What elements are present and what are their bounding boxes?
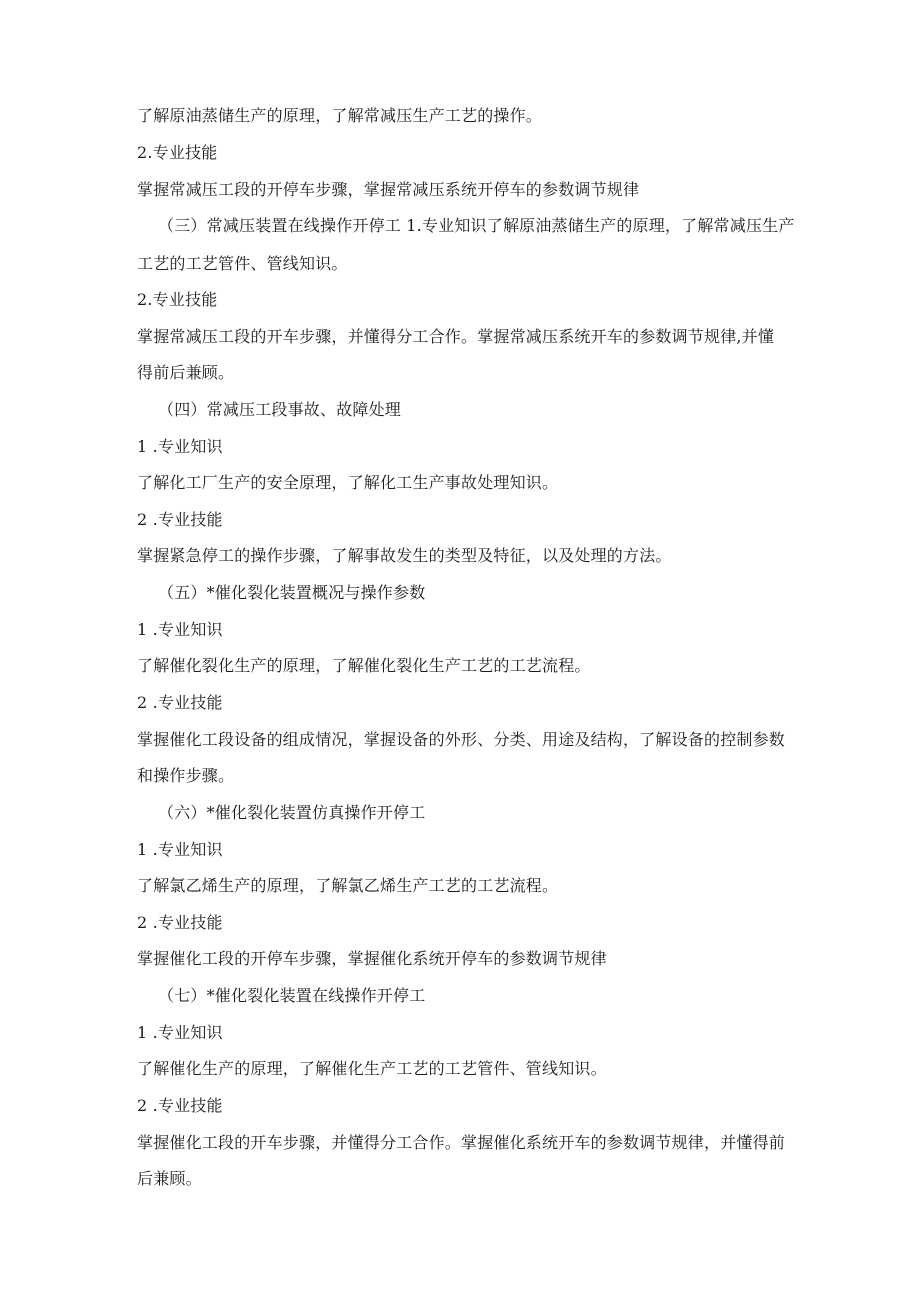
item-heading: 2 .专业技能 — [137, 913, 223, 932]
item-heading: 1 .专业知识 — [137, 437, 223, 456]
item-heading: 1 .专业知识 — [137, 620, 223, 639]
paragraph-line: 了解氯乙烯生产的原理，了解氯乙烯生产工艺的工艺流程。 — [137, 876, 559, 895]
item-heading: 2.专业技能 — [137, 290, 218, 309]
section-heading: （三）常减压装置在线操作开停工 1.专业知识了解原油蒸储生产的原理，了解常减压生产 — [158, 216, 795, 235]
paragraph-line: 掌握常减压工段的开车步骤，并懂得分工合作。掌握常减压系统开车的参数调节规律,并懂 — [137, 327, 775, 346]
section-heading: （四）常减压工段事故、故障处理 — [158, 400, 402, 419]
item-heading: 1 .专业知识 — [137, 1023, 223, 1042]
section-heading: （五）*催化裂化装置概况与操作参数 — [158, 583, 426, 602]
section-heading: （七）*催化裂化装置在线操作开停工 — [158, 986, 426, 1005]
item-heading: 2.专业技能 — [137, 143, 218, 162]
paragraph-line: 了解原油蒸储生产的原理，了解常减压生产工艺的操作。 — [137, 106, 543, 125]
item-heading: 2 .专业技能 — [137, 510, 223, 529]
paragraph-line: 了解催化生产的原理，了解催化生产工艺的工艺管件、管线知识。 — [137, 1059, 607, 1078]
paragraph-line: 了解催化裂化生产的原理，了解催化裂化生产工艺的工艺流程。 — [137, 656, 591, 675]
paragraph-line: 掌握催化工段的开停车步骤，掌握催化系统开停车的参数调节规律 — [137, 949, 607, 968]
paragraph-line: 了解化工厂生产的安全原理，了解化工生产事故处理知识。 — [137, 473, 559, 492]
paragraph-line: 和操作步骤。 — [137, 766, 235, 785]
paragraph-line: 掌握催化工段的开车步骤，并懂得分工合作。掌握催化系统开车的参数调节规律，并懂得前 — [137, 1133, 786, 1152]
paragraph-line: 掌握催化工段设备的组成情况，掌握设备的外形、分类、用途及结构，了解设备的控制参数 — [137, 730, 786, 749]
paragraph-line: 得前后兼顾。 — [137, 363, 235, 382]
item-heading: 2 .专业技能 — [137, 693, 223, 712]
paragraph-line: 掌握常减压工段的开停车步骤，掌握常减压系统开停车的参数调节规律 — [137, 180, 640, 199]
paragraph-line: 工艺的工艺管件、管线知识。 — [137, 254, 348, 273]
paragraph-line: 后兼顾。 — [137, 1169, 202, 1188]
paragraph-line: 掌握紧急停工的操作步骤，了解事故发生的类型及特征，以及处理的方法。 — [137, 546, 672, 565]
item-heading: 1 .专业知识 — [137, 840, 223, 859]
item-heading: 2 .专业技能 — [137, 1096, 223, 1115]
section-heading: （六）*催化裂化装置仿真操作开停工 — [158, 803, 426, 822]
